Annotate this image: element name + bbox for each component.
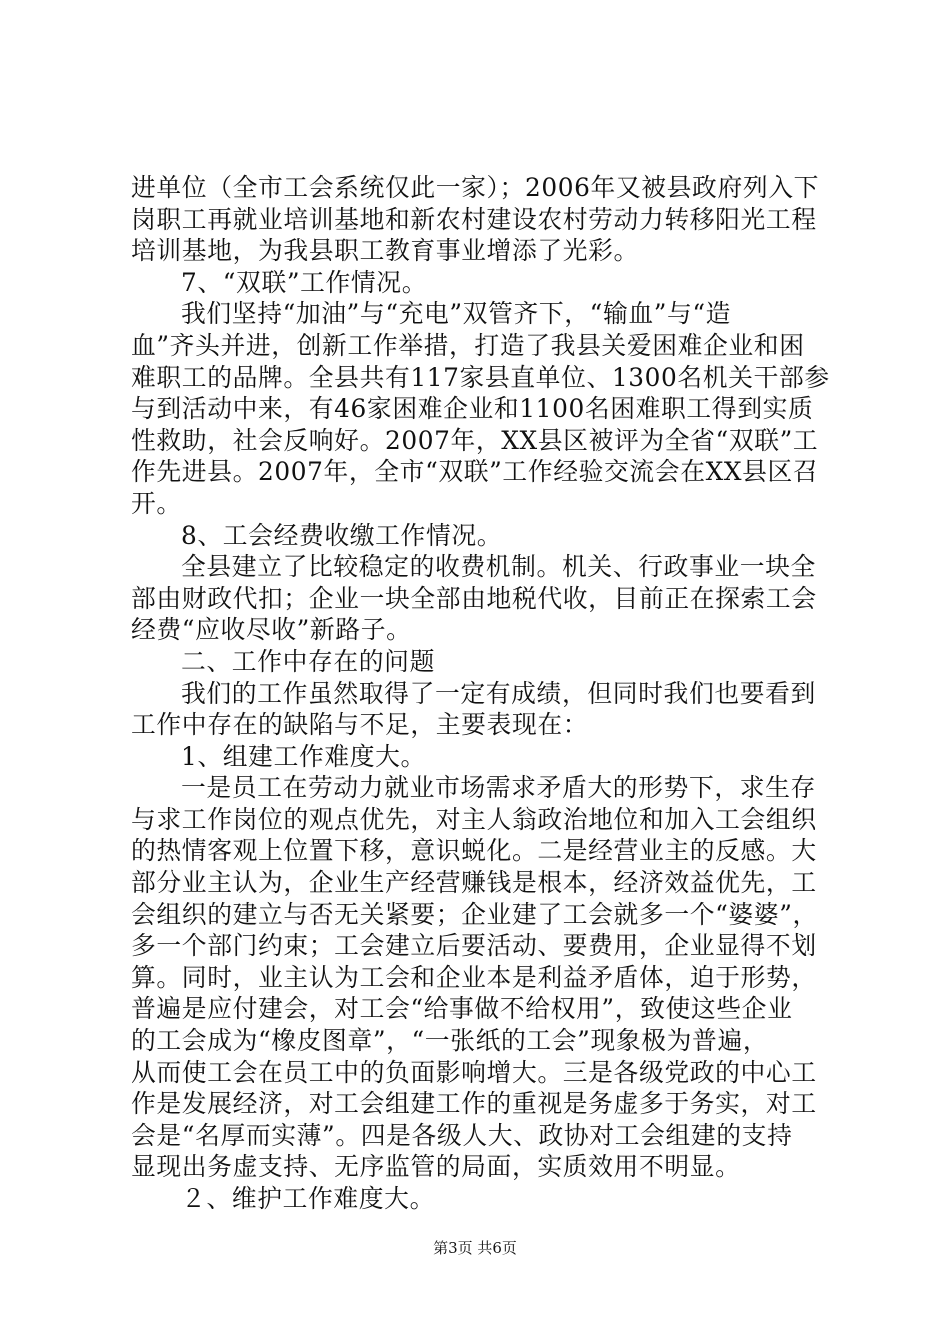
text-line: 与到活动中来，有46家困难企业和1100名困难职工得到实质 xyxy=(131,394,814,424)
text-line: 作是发展经济，对工会组建工作的重视是务虚多于务实，对工 xyxy=(131,1089,817,1119)
text-line: 难职工的品牌。全县共有117家县直单位、1300名机关干部参 xyxy=(131,362,830,392)
text-line: ２、维护工作难度大。 xyxy=(181,1184,435,1213)
text-line: 二、工作中存在的问题 xyxy=(181,646,435,676)
text-line: 从而使工会在员工中的负面影响增大。三是各级党政的中心工 xyxy=(131,1057,817,1087)
text-line: 岗职工再就业培训基地和新农村建设农村劳动力转移阳光工程 xyxy=(131,204,817,234)
text-line: 显现出务虚支持、无序监管的局面，实质效用不明显。 xyxy=(131,1152,741,1182)
text-line: 培训基地，为我县职工教育事业增添了光彩。 xyxy=(131,236,639,266)
text-line: 7、“双联”工作情况。 xyxy=(181,267,428,297)
text-line: 进单位（全市工会系统仅此一家）；2006年又被县政府列入下 xyxy=(131,173,820,202)
text-line: 1、组建工作难度大。 xyxy=(181,741,426,771)
text-line: 会组织的建立与否无关紧要；企业建了工会就多一个“婆婆”， xyxy=(131,899,818,929)
text-line: 普遍是应付建会，对工会“给事做不给权用”，致使这些企业 xyxy=(131,994,793,1024)
text-line: 工作中存在的缺陷与不足，主要表现在： xyxy=(131,710,589,740)
text-line: 多一个部门约束；工会建立后要活动、要费用，企业显得不划 xyxy=(131,931,817,961)
text-line: 血”齐头并进，创新工作举措，打造了我县关爱困难企业和困 xyxy=(131,330,805,360)
page-footer: 第3页 共6页 xyxy=(433,1239,517,1257)
text-line: 经费“应收尽收”新路子。 xyxy=(131,615,412,645)
text-line: 开。 xyxy=(131,488,182,518)
text-line: 算。同时，业主认为工会和企业本是利益矛盾体，迫于形势， xyxy=(131,962,817,992)
text-line: 一是员工在劳动力就业市场需求矛盾大的形势下，求生存 xyxy=(181,773,816,803)
text-line: 全县建立了比较稳定的收费机制。机关、行政事业一块全 xyxy=(181,552,816,582)
text-line: 的工会成为“橡皮图章”，“一张纸的工会”现象极为普遍， xyxy=(131,1026,769,1056)
document-body xyxy=(131,172,831,1215)
text-line: 我们的工作虽然取得了一定有成绩，但同时我们也要看到 xyxy=(181,678,816,708)
text-line: 8、工会经费收缴工作情况。 xyxy=(181,520,503,550)
text-line: 与求工作岗位的观点优先，对主人翁政治地位和加入工会组织 xyxy=(131,804,817,834)
text-line: 的热情客观上位置下移，意识蜕化。二是经营业主的反感。大 xyxy=(131,836,817,866)
text-line: 部由财政代扣；企业一块全部由地税代收，目前正在探索工会 xyxy=(131,583,817,613)
text-line: 部分业主认为，企业生产经营赚钱是根本，经济效益优先，工 xyxy=(131,868,817,898)
text-line: 作先进县。2007年，全市“双联”工作经验交流会在XX县区召 xyxy=(131,457,819,487)
text-line: 会是“名厚而实薄”。四是各级人大、政协对工会组建的支持 xyxy=(131,1120,793,1150)
text-line: 性救助，社会反响好。2007年，XX县区被评为全省“双联”工 xyxy=(131,425,819,455)
text-line: 我们坚持“加油”与“充电”双管齐下，“输血”与“造 xyxy=(181,299,732,329)
